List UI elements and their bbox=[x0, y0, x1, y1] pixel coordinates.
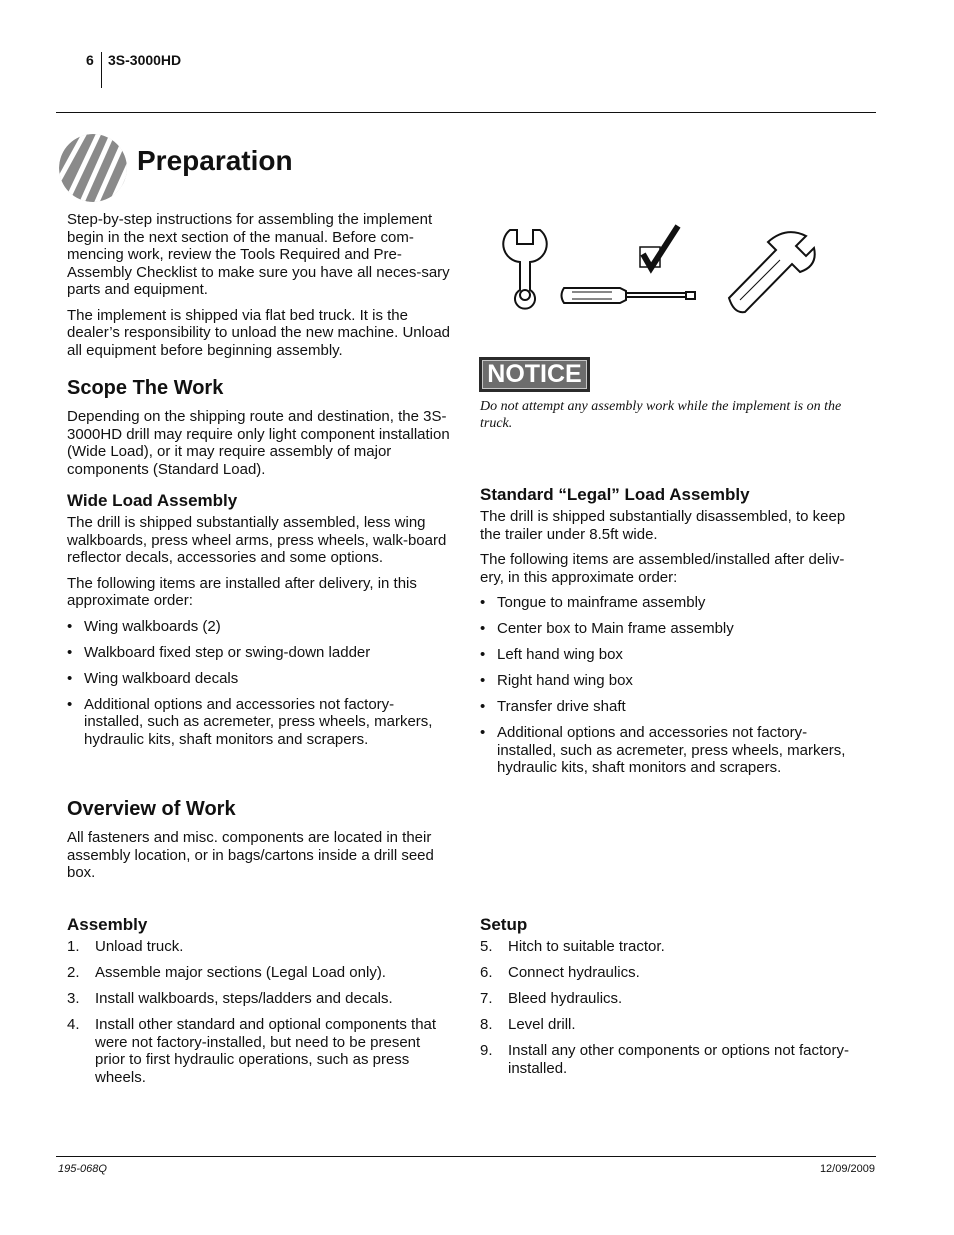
bullet: • bbox=[480, 672, 486, 689]
list-item-text: Center box to Main frame assembly bbox=[497, 620, 734, 637]
step-text: Unload truck. bbox=[95, 938, 184, 955]
step-number: 3. bbox=[67, 990, 80, 1007]
checkmark-icon bbox=[640, 226, 678, 268]
list-item-text: Wing walkboard decals bbox=[84, 669, 239, 687]
bullet: • bbox=[480, 724, 486, 741]
header-divider bbox=[101, 52, 102, 88]
list-item bbox=[67, 670, 452, 688]
wide-load-heading: Wide Load Assembly bbox=[67, 491, 238, 510]
setup-heading: Setup bbox=[480, 915, 528, 934]
step-text: Install any other components or options not factory-installed. bbox=[508, 1042, 850, 1077]
list-item bbox=[480, 724, 866, 777]
wide-load-paragraph-1: The drill is shipped substantially assembled, less wing walkboards, press wheel arms, press wheels, walk-board reflector decals, accessories and some options. bbox=[67, 514, 447, 566]
step-text: Hitch to suitable tractor. bbox=[508, 938, 665, 955]
tools-illustration bbox=[500, 222, 820, 314]
step-number: 9. bbox=[480, 1042, 493, 1059]
setup-steps bbox=[480, 938, 866, 1077]
model-name: 3S-3000HD bbox=[108, 52, 182, 68]
step-number: 6. bbox=[480, 964, 493, 981]
bullet: • bbox=[480, 698, 486, 715]
scope-heading: Scope The Work bbox=[67, 377, 224, 399]
list-item bbox=[480, 646, 866, 664]
bullet: • bbox=[67, 643, 73, 661]
right-column-legal-load bbox=[480, 485, 866, 785]
list-item-text: Additional options and accessories not factory-installed, such as acremeter, press wheels, markers, hydraulic kits, shaft monitors and scrapers. bbox=[497, 724, 846, 776]
list-item bbox=[480, 620, 866, 638]
list-item bbox=[67, 1016, 452, 1086]
list-item bbox=[67, 964, 452, 982]
step-number: 2. bbox=[67, 964, 80, 981]
assembly-heading: Assembly bbox=[67, 915, 148, 934]
list-item bbox=[480, 938, 866, 956]
bullet: • bbox=[67, 669, 73, 687]
step-number: 4. bbox=[67, 1016, 80, 1033]
legal-load-list bbox=[480, 594, 866, 777]
overview-text: All fasteners and misc. components are located in their assembly location, or in bags/cartons inside a drill seed box. bbox=[67, 829, 434, 881]
list-item bbox=[67, 938, 452, 956]
wide-load-list bbox=[67, 618, 452, 749]
page-number: 6 bbox=[86, 52, 94, 68]
list-item-text: Transfer drive shaft bbox=[497, 698, 626, 715]
list-item bbox=[480, 698, 866, 716]
step-text: Connect hydraulics. bbox=[508, 964, 640, 981]
step-text: Install other standard and optional components that were not factory-installed, but need to be present prior to first hydraulic operations, such as press wheels. bbox=[95, 1016, 437, 1086]
overview-heading: Overview of Work bbox=[67, 798, 236, 820]
list-item-text: Tongue to mainframe assembly bbox=[497, 594, 706, 611]
notice-label: NOTICE bbox=[482, 360, 587, 389]
list-item bbox=[67, 644, 452, 662]
list-item-text: Wing walkboards (2) bbox=[84, 617, 221, 635]
legal-load-heading: Standard “Legal” Load Assembly bbox=[480, 485, 750, 504]
step-text: Bleed hydraulics. bbox=[508, 990, 623, 1007]
bullet: • bbox=[67, 617, 73, 635]
page-title: Preparation bbox=[137, 145, 293, 176]
list-item bbox=[480, 594, 866, 612]
document-date: 12/09/2009 bbox=[819, 1163, 875, 1175]
list-item bbox=[480, 1042, 866, 1077]
list-item-text: Walkboard fixed step or swing-down ladder bbox=[84, 643, 371, 661]
step-number: 8. bbox=[480, 1016, 493, 1033]
step-text: Level drill. bbox=[508, 1016, 576, 1033]
list-item-text: Left hand wing box bbox=[497, 646, 623, 663]
list-item bbox=[480, 672, 866, 690]
bullet: • bbox=[480, 594, 486, 611]
list-item bbox=[480, 964, 866, 982]
document-number: 195-068Q bbox=[58, 1163, 107, 1175]
bottom-rule bbox=[56, 1156, 876, 1157]
intro-paragraph-2: The implement is shipped via flat bed truck. It is the dealer’s responsibility to unload the new machine. Unload all equipment before beginning assembly. bbox=[67, 306, 451, 359]
step-text: Assemble major sections (Legal Load only). bbox=[95, 964, 386, 981]
legal-load-paragraph-1: The drill is shipped substantially disassembled, to keep the trailer under 8.5ft wide. bbox=[480, 508, 846, 543]
list-item-text: Additional options and accessories not factory-installed, such as acremeter, press wheels, markers, hydraulic kits, shaft monitors and scrapers. bbox=[84, 695, 433, 748]
step-number: 7. bbox=[480, 990, 493, 1007]
list-item bbox=[480, 1016, 866, 1034]
assembly-section bbox=[67, 915, 452, 1095]
overview-section bbox=[67, 797, 452, 890]
scope-text: Depending on the shipping route and destination, the 3S-3000HD drill may require only light component installation (Wide Load), or it may require assembly of major components (Standard Load). bbox=[67, 408, 450, 478]
list-item bbox=[67, 696, 452, 749]
bullet: • bbox=[480, 646, 486, 663]
bullet: • bbox=[480, 620, 486, 637]
open-end-wrench-icon bbox=[503, 230, 546, 309]
wide-load-paragraph-2: The following items are installed after delivery, in this approximate order: bbox=[67, 574, 417, 609]
step-number: 5. bbox=[480, 938, 493, 955]
screwdriver-icon bbox=[562, 288, 696, 303]
adjustable-wrench-icon bbox=[729, 232, 815, 312]
list-item bbox=[67, 990, 452, 1008]
list-item bbox=[67, 618, 452, 636]
top-rule bbox=[56, 112, 876, 113]
setup-section bbox=[480, 915, 866, 1086]
list-item bbox=[480, 990, 866, 1008]
notice-text: Do not attempt any assembly work while the implement is on the truck. bbox=[480, 399, 842, 431]
list-item-text: Right hand wing box bbox=[497, 672, 633, 689]
left-column-top bbox=[67, 211, 452, 757]
bullet: • bbox=[67, 695, 73, 713]
great-plains-logo-icon bbox=[57, 133, 129, 203]
assembly-steps bbox=[67, 938, 452, 1086]
notice-badge bbox=[479, 357, 590, 392]
step-number: 1. bbox=[67, 938, 80, 955]
legal-load-paragraph-2: The following items are assembled/installed after deliv-ery, in this approximate order: bbox=[480, 551, 845, 586]
step-text: Install walkboards, steps/ladders and decals. bbox=[95, 990, 393, 1007]
intro-paragraph-1: Step-by-step instructions for assembling the implement begin in the next section of the manual. Before com-mencing work, review the Tools Required and Pre-Assembly Checklist to make sure you have all neces-sary parts and equipment. bbox=[67, 211, 450, 298]
